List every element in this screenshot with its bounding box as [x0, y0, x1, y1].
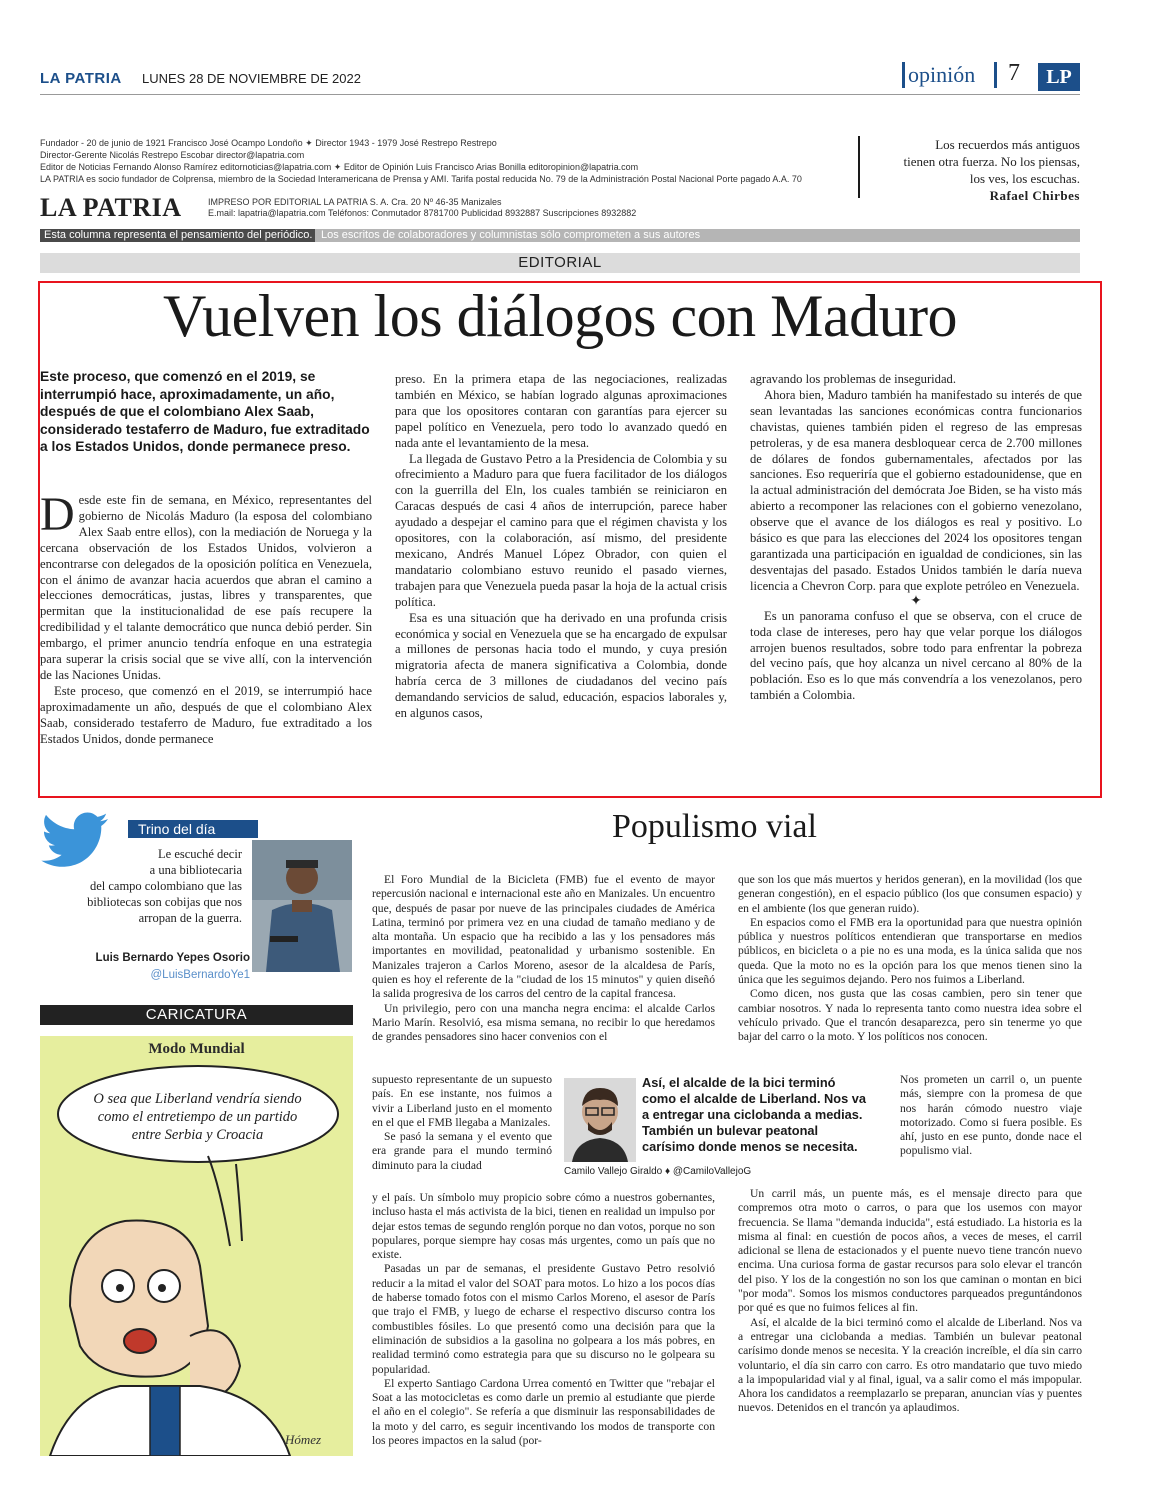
- tweet-line: del campo colombiano que las: [89, 879, 242, 893]
- paragraph: Es un panorama confuso el que se observa, con el cruce de toda clase de intereses, pero hay que velar porque los diálogos arrojen buenos resultados, sobre todo para enfrentar la pobreza del vecino país, que hoy alcanza un nivel cercano al 80% de la población. Eso es lo que más convendría a los venezolanos, pero también a Colombia.: [750, 608, 1082, 703]
- paragraph: Ahora bien, Maduro también ha manifestado su interés de que sean levantadas las sanciones económicas contra funcionarios chavistas, quienes también piden el regreso de las empresas petroleras, y de esa manera desbloquear cerca de 2.700 millones de dólares de fondos gubernamentales, afectados por las sanciones. Eso requeriría que el gobierno estadounidense, que en la actual administración del demócrata Joe Biden, se ha visto más abierto a recomponer las relaciones con el gobierno venezolano, observe que el avance de los diálogos es real y positivo. Lo básico es que para las elecciones del 2024 los opositores tengan garantizada una participación en igualdad de condiciones, sin las desventajas del pasado. Estados Unidos también le daría nueva licencia a Chevron Corp. para que explote petróleo en Venezuela.: [750, 387, 1082, 593]
- editorial-column-3: [750, 372, 1082, 704]
- paragraph: que son los que más muertos y heridos generan), en la movilidad (los que generan congestión), en el espacio público (los que consumen espacio) y en el ambiente (los que generan ruido).: [738, 873, 1082, 915]
- speech-line: entre Serbia y Croacia: [131, 1127, 264, 1143]
- editorial-column-1: [40, 488, 372, 748]
- column-text-block: [372, 1191, 715, 1448]
- column-text-block: [738, 873, 1082, 1045]
- paragraph: En espacios como el FMB era la oportunidad para que nuestra opinión pública y nuestros políticos entendieran que transportarse en medios públicos, en bicicleta o a pie no es una moda, es la única salida que nos queda. Que la moto no es la opción para los que menos tienen sino la única que les seguimos dejando. Pero nos fuimos a Liberland.: [738, 915, 1082, 987]
- paragraph: Un privilegio, pero con una mancha negra encima: el alcalde Carlos Mario Marín. Resolvió, esa misma semana, no recibir lo que heredamos de grandes pensadores sino hacer convenios con el: [372, 1001, 715, 1044]
- tweet-line: arropan de la guerra.: [138, 911, 242, 925]
- section-label: opinión: [908, 62, 976, 87]
- paragraph: preso. En la primera etapa de las negociaciones, realizadas también en México, se habían logrado algunas aproximaciones para que los opositores contaran con garantías para ejercer su papel político en Venezuela, pero todo lo avanzado quedó en nada ante el levantamiento de la mesa.: [395, 372, 727, 450]
- header-rule: [40, 94, 1080, 95]
- caricatura-band: CARICATURA: [40, 1005, 353, 1025]
- top-date: LUNES 28 DE NOVIEMBRE DE 2022: [142, 71, 361, 86]
- column-title: Populismo vial: [612, 808, 817, 845]
- paragraph: Así, el alcalde de la bici terminó como el alcalde de Liberland. Nos va a entregar una ciclobanda a medias. También un bulevar peatonal carísimo donde menos se necesita. Y la creación increíble, el día sin carro voluntario, el día sin carro con carro. Es otro mandatario que tuvo miedo a la impopularidad vial y al final, igual, va a salir como el más impopular. Ahora los candidatos a reemplazarlo se preparan, anuncian vías y puentes nuevos. Detenidos en el trancón ya aplaudimos.: [738, 1315, 1082, 1415]
- paragraph: El Foro Mundial de la Bicicleta (FMB) fue el evento de mayor repercusión nacional e internacional este año en Manizales. Un encuentro que, después de pasar por nueve de las principales ciudades de América Latina, terminó por primera vez en una ciudad de tamaño mediano y de alta montaña. Un espacio que ha recibido a las y los pensadores más importantes en movilidad, peatonalidad y urbanismo sostenible. En Manizales trajeron a Carlos Moreno, asesor de la alcaldesa de París, quien es hoy el referente de la "ciudad de los 15 minutos" y quien diseñó la salida progresiva de los carros del centro de la capital francesa.: [372, 873, 715, 1001]
- paragraph: Este proceso, que comenzó en el 2019, se interrumpió hace aproximadamente un año, después de que el colombiano Alex Saab, considerado testaferro de Maduro, fue extraditado a los Estados Unidos, donde permanece: [40, 683, 372, 746]
- masthead-legal: LA PATRIA es socio fundador de Colprensa, miembro de la Sociedad Interamericana de Prensa y AMI. Tarifa postal reducida No. 79 de la Administración Postal Nacional Porte pagado A.A. 70: [40, 174, 802, 184]
- pull-quote-line: a entregar una ciclobanda a medias.: [642, 1107, 863, 1122]
- masthead-printer: IMPRESO POR EDITORIAL LA PATRIA S. A. Cra. 20 Nº 46-35 Manizales: [208, 197, 502, 207]
- top-brand: LA PATRIA: [40, 70, 122, 87]
- page-number: 7: [1008, 60, 1020, 86]
- paragraph: [40, 488, 372, 684]
- cartoon-title: Modo Mundial: [148, 1041, 245, 1057]
- pull-quote: [642, 1075, 892, 1155]
- paragraph: Un carril más, un puente más, es el mensaje directo para que compremos otra moto o carros, o para que los usemos con mayor frecuencia. Se llama "demanda inducida", está estudiado. La historia es la misma al final: en cuestión de pocos años, a veces de meses, el carril adicional se llena de estacionados y el puente nuevo tiene trancón nuevo encima. Una curiosa forma de gastar recursos para solo elevar el trancón del piso. Y los de la congestión no son los que caminan o montan en bici "por moda". Somos los mismos conductores parqueados preguntándonos por qué es que no fuimos felices al fin.: [738, 1187, 1082, 1315]
- author-photo: [252, 840, 352, 972]
- quote-line: los ves, los escuchas.: [969, 171, 1080, 186]
- policy-strip-right: Los escritos de colaboradores y columnistas sólo comprometen a sus autores: [315, 229, 1080, 242]
- column-text-block: [900, 1073, 1082, 1159]
- paragraph: supuesto representante de un supuesto país. En ese instante, nos fuimos a vivir a Liberland justo en el momento en el que el FMB llegaba a Manizales.: [372, 1073, 552, 1129]
- paragraph: Se pasó la semana y el evento que era grande para el mundo terminó diminuto para la ciudad: [372, 1130, 552, 1172]
- quote-line: tienen otra fuerza. No los piensas,: [903, 154, 1080, 169]
- pull-quote-line: Así, el alcalde de la bici terminó: [642, 1075, 836, 1090]
- tweet-line: Le escuché decir: [158, 847, 242, 861]
- paragraph: El experto Santiago Cardona Urrea comentó en Twitter que "rebajar el Soat a las motocicletas es como darle un premio al estudiante que pierde el año en el colegio". Se refería a que disminuir las responsabilidades de la moto y del carro, es seguir incentivando los modos de transporte con los peores impactos en la salud (por-: [372, 1376, 715, 1448]
- masthead-nameplate: LA PATRIA: [40, 193, 182, 222]
- trino-label: Trino del día: [128, 820, 258, 838]
- tweet-text: [40, 846, 242, 926]
- column-text-block: [738, 1187, 1082, 1416]
- column-text-block: [372, 873, 715, 1045]
- paragraph: y el país. Un símbolo muy propicio sobre cómo a nuestros gobernantes, incluso hasta el más activista de la bici, tienen en realidad un impulso por dejar estos temas de segundo renglón porque no dan votos, porque no son populares, porque siempre hay cosas más urgentes, como un país que no existe.: [372, 1191, 715, 1262]
- editorial-band: EDITORIAL: [40, 253, 1080, 273]
- paragraph: Como dicen, nos gusta que las cosas cambien, pero sin tener que cambiar nosotros. Y nada lo representa tanto como nuestra idea sobre el vehículo privado. Que el trancón desaparezca, pero sin tenerme yo que bajar del carro o la moto. Y los políticos nos conocen.: [738, 987, 1082, 1044]
- cartoon-speech-bubble: [60, 1090, 335, 1144]
- masthead-director: Director-Gerente Nicolás Restrepo Escobar director@lapatria.com: [40, 150, 305, 160]
- section-divider: [902, 62, 905, 88]
- masthead-founder: Fundador - 20 de junio de 1921 Francisco José Ocampo Londoño ✦ Director 1943 - 1979 José Restrepo Restrepo: [40, 138, 497, 148]
- editorial-lead: Este proceso, que comenzó en el 2019, se interrumpió hace, aproximadamente, un año, después de que el colombiano Alex Saab, considerado testaferro de Maduro, fue extraditado a los Estados Unidos, donde permanece preso.: [40, 369, 370, 455]
- speech-line: O sea que Liberland vendría siendo: [93, 1091, 302, 1107]
- columnist-credit: Camilo Vallejo Giraldo ♦ @CamiloVallejoG: [564, 1166, 752, 1177]
- pull-quote-line: como el alcalde de Liberland. Nos va: [642, 1091, 867, 1106]
- quote-author: Rafael Chirbes: [989, 188, 1080, 203]
- paragraph: Nos prometen un carril o, un puente más, siempre con la promesa de que nos harán cómodo nuestro viaje motorizado. Como si fuera posible. Es ahí, justo en ese punto, donde nace el populismo vial.: [900, 1073, 1082, 1158]
- masthead-editors: Editor de Noticias Fernando Alonso Ramírez editornoticias@lapatria.com ✦ Editor de Opinión Luis Francisco Arias Bonilla editoropinion@lapatria.com: [40, 162, 639, 172]
- speech-line: como el entretiempo de un partido: [97, 1109, 298, 1125]
- lp-logo: LP: [1038, 63, 1080, 91]
- quote-rule: [858, 136, 860, 198]
- columnist-photo: [564, 1078, 636, 1162]
- editorial-title: Vuelven los diálogos con Maduro: [162, 283, 958, 349]
- diamond-separator-icon: ✦: [910, 593, 922, 609]
- editorial-column-2: [395, 372, 727, 722]
- pull-quote-line: También un bulevar peatonal: [642, 1123, 819, 1138]
- tweet-author: Luis Bernardo Yepes Osorio: [95, 952, 250, 964]
- masthead-contact: E.mail: lapatria@lapatria.com Teléfonos: Conmutador 8781700 Publicidad 8932887 Suscripciones 8932882: [208, 208, 637, 218]
- tweet-handle[interactable]: @LuisBernardoYe1: [150, 969, 250, 981]
- paragraph-text: esde este fin de semana, en México, representantes del gobierno de Nicolás Maduro (la esposa del colombiano Alex Saab entre ellos), con la mediación de Noruega y la cercana observación de los Estados Unidos, volvieron a encontrarse con delegados de la oposición política en Venezuela, con el ánimo de avanzar hacia acuerdos que abran el camino a elecciones democráticas, justas, libres y transparentes, que permitan que la institucionalidad de ese país recupere la credibilidad y el talante democrático que nunca debió perder. Sin embargo, el primer anuncio tendría enfoque en una estrategia para superar la crisis social que se vive allí, con la intervención de las Naciones Unidas.: [40, 493, 372, 682]
- epigraph-quote: [862, 136, 1080, 204]
- paragraph: agravando los problemas de inseguridad.: [750, 372, 956, 386]
- paragraph: Esa es una situación que ha derivado en una profunda crisis económica y social en Venezuela que se ha encargado de expulsar a millones de personas hacia todo el mundo, y cuya presión migratoria afecta de manera significativa a Colombia, donde habría cerca de 3 millones de ciudadanos del vecino país demandando servicios de salud, educación, espacios laborales y, en algunos casos,: [395, 610, 727, 721]
- column-text-block: [372, 1073, 552, 1173]
- pull-quote-line: carísimo donde menos se necesita.: [642, 1139, 858, 1154]
- cartoon-signature: Hómez: [285, 1432, 322, 1447]
- quote-line: Los recuerdos más antiguos: [935, 137, 1080, 152]
- policy-strip-left: Esta columna representa el pensamiento del periódico.: [40, 229, 315, 242]
- paragraph: Pasadas un par de semanas, el presidente Gustavo Petro resolvió reducir a la mitad el valor del SOAT para motos. Lo hizo a los pocos días de haberse tomado fotos con el mismo Carlos Moreno, el asesor de París que trajo el FMB, y luego de echarse el respectivo discurso contra los combustibles fósiles. Lo que presentó como una decisión para que la eliminación de subsidios a la gasolina no golpeara a los más pobres, en realidad terminó como estrategia para que su discurso no le golpeara su popularidad.: [372, 1262, 715, 1376]
- drop-cap: D: [40, 488, 75, 541]
- tweet-line: bibliotecas son cobijas que nos: [87, 895, 242, 909]
- paragraph: La llegada de Gustavo Petro a la Presidencia de Colombia y su ofrecimiento a Maduro para que fuera facilitador de los diálogos con la guerrilla del Eln, los cuales también se reiniciaron en Caracas después de casi 4 años de interrupción, parece haber ayudado a despejar el camino para que el régimen chavista y los opositores, con la colaboración, así mismo, del presidente mexicano, Andrés Manuel López Obrador, con quien el mandatario colombiano estuvo reunido el pasado viernes, trabajen para que Venezuela pueda pasar la hoja de la actual crisis política.: [395, 451, 727, 609]
- section-divider: [994, 62, 997, 88]
- tweet-line: a una bibliotecaria: [149, 863, 242, 877]
